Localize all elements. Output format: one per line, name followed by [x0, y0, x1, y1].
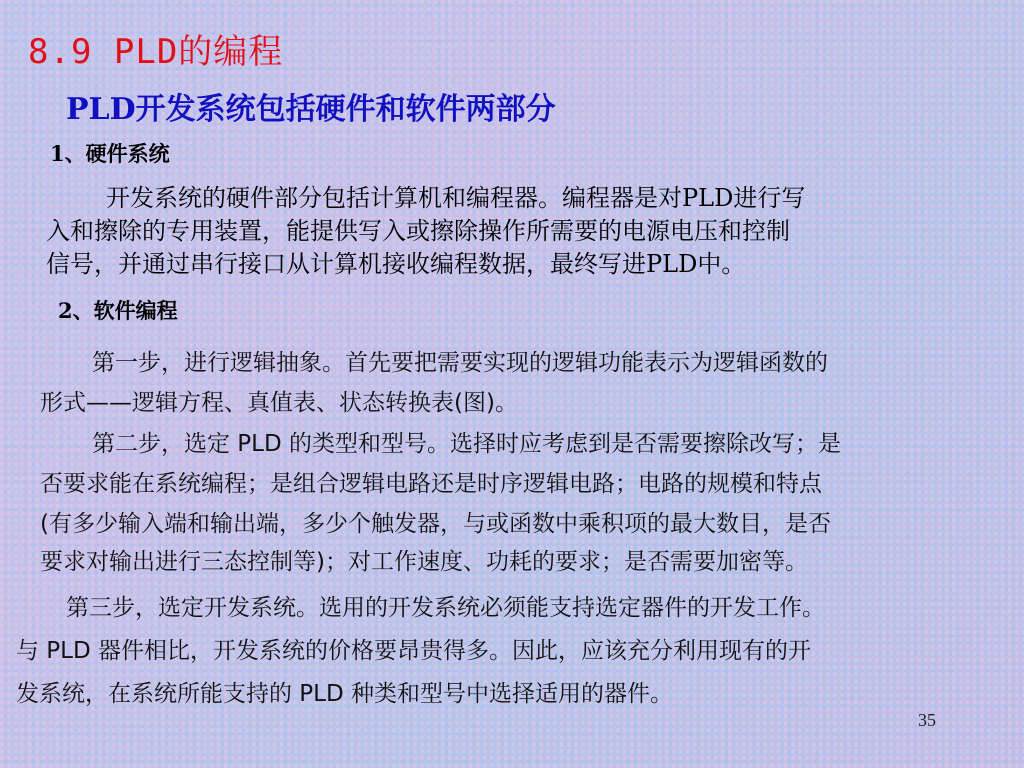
slide-title: 8.9 PLD的编程	[28, 32, 284, 72]
scanned-text-line: 否要求能在系统编程；是组合逻辑电路还是时序逻辑电路；电路的规模和特点	[40, 471, 822, 497]
section-heading-hardware: 1、硬件系统	[50, 141, 170, 166]
page-number: 35	[918, 710, 936, 730]
section-heading-software: 2、软件编程	[58, 298, 178, 323]
scanned-text-line: 形式——逻辑方程、真值表、状态转换表(图)。	[40, 390, 518, 416]
hardware-paragraph	[46, 182, 946, 281]
slide-subtitle: PLD开发系统包括硬件和软件两部分	[66, 92, 556, 127]
paragraph-line: 信号，并通过串行接口从计算机接收编程数据，最终写进PLD中。	[46, 250, 746, 278]
scanned-text-line: 第二步，选定 PLD 的类型和型号。选择时应考虑到是否需要擦除改写；是	[92, 431, 842, 457]
scanned-text-line: 要求对输出进行三态控制等)；对工作速度、功耗的要求；是否需要加密等。	[40, 549, 808, 575]
scanned-text-line: 与 PLD 器件相比，开发系统的价格要昂贵得多。因此，应该充分利用现有的开	[16, 638, 812, 664]
paragraph-line: 开发系统的硬件部分包括计算机和编程器。编程器是对PLD进行写	[106, 184, 806, 212]
scanned-text-line: (有多少输入端和输出端，多少个触发器，与或函数中乘积项的最大数目，是否	[40, 511, 831, 537]
scanned-text-line: 第一步，进行逻辑抽象。首先要把需要实现的逻辑功能表示为逻辑函数的	[92, 350, 828, 376]
paragraph-line: 入和擦除的专用装置，能提供写入或擦除操作所需要的电源电压和控制	[46, 217, 790, 245]
scanned-text-line: 发系统，在系统所能支持的 PLD 种类和型号中选择适用的器件。	[16, 681, 674, 707]
scanned-text-line: 第三步，选定开发系统。选用的开发系统必须能支持选定器件的开发工作。	[66, 595, 825, 621]
